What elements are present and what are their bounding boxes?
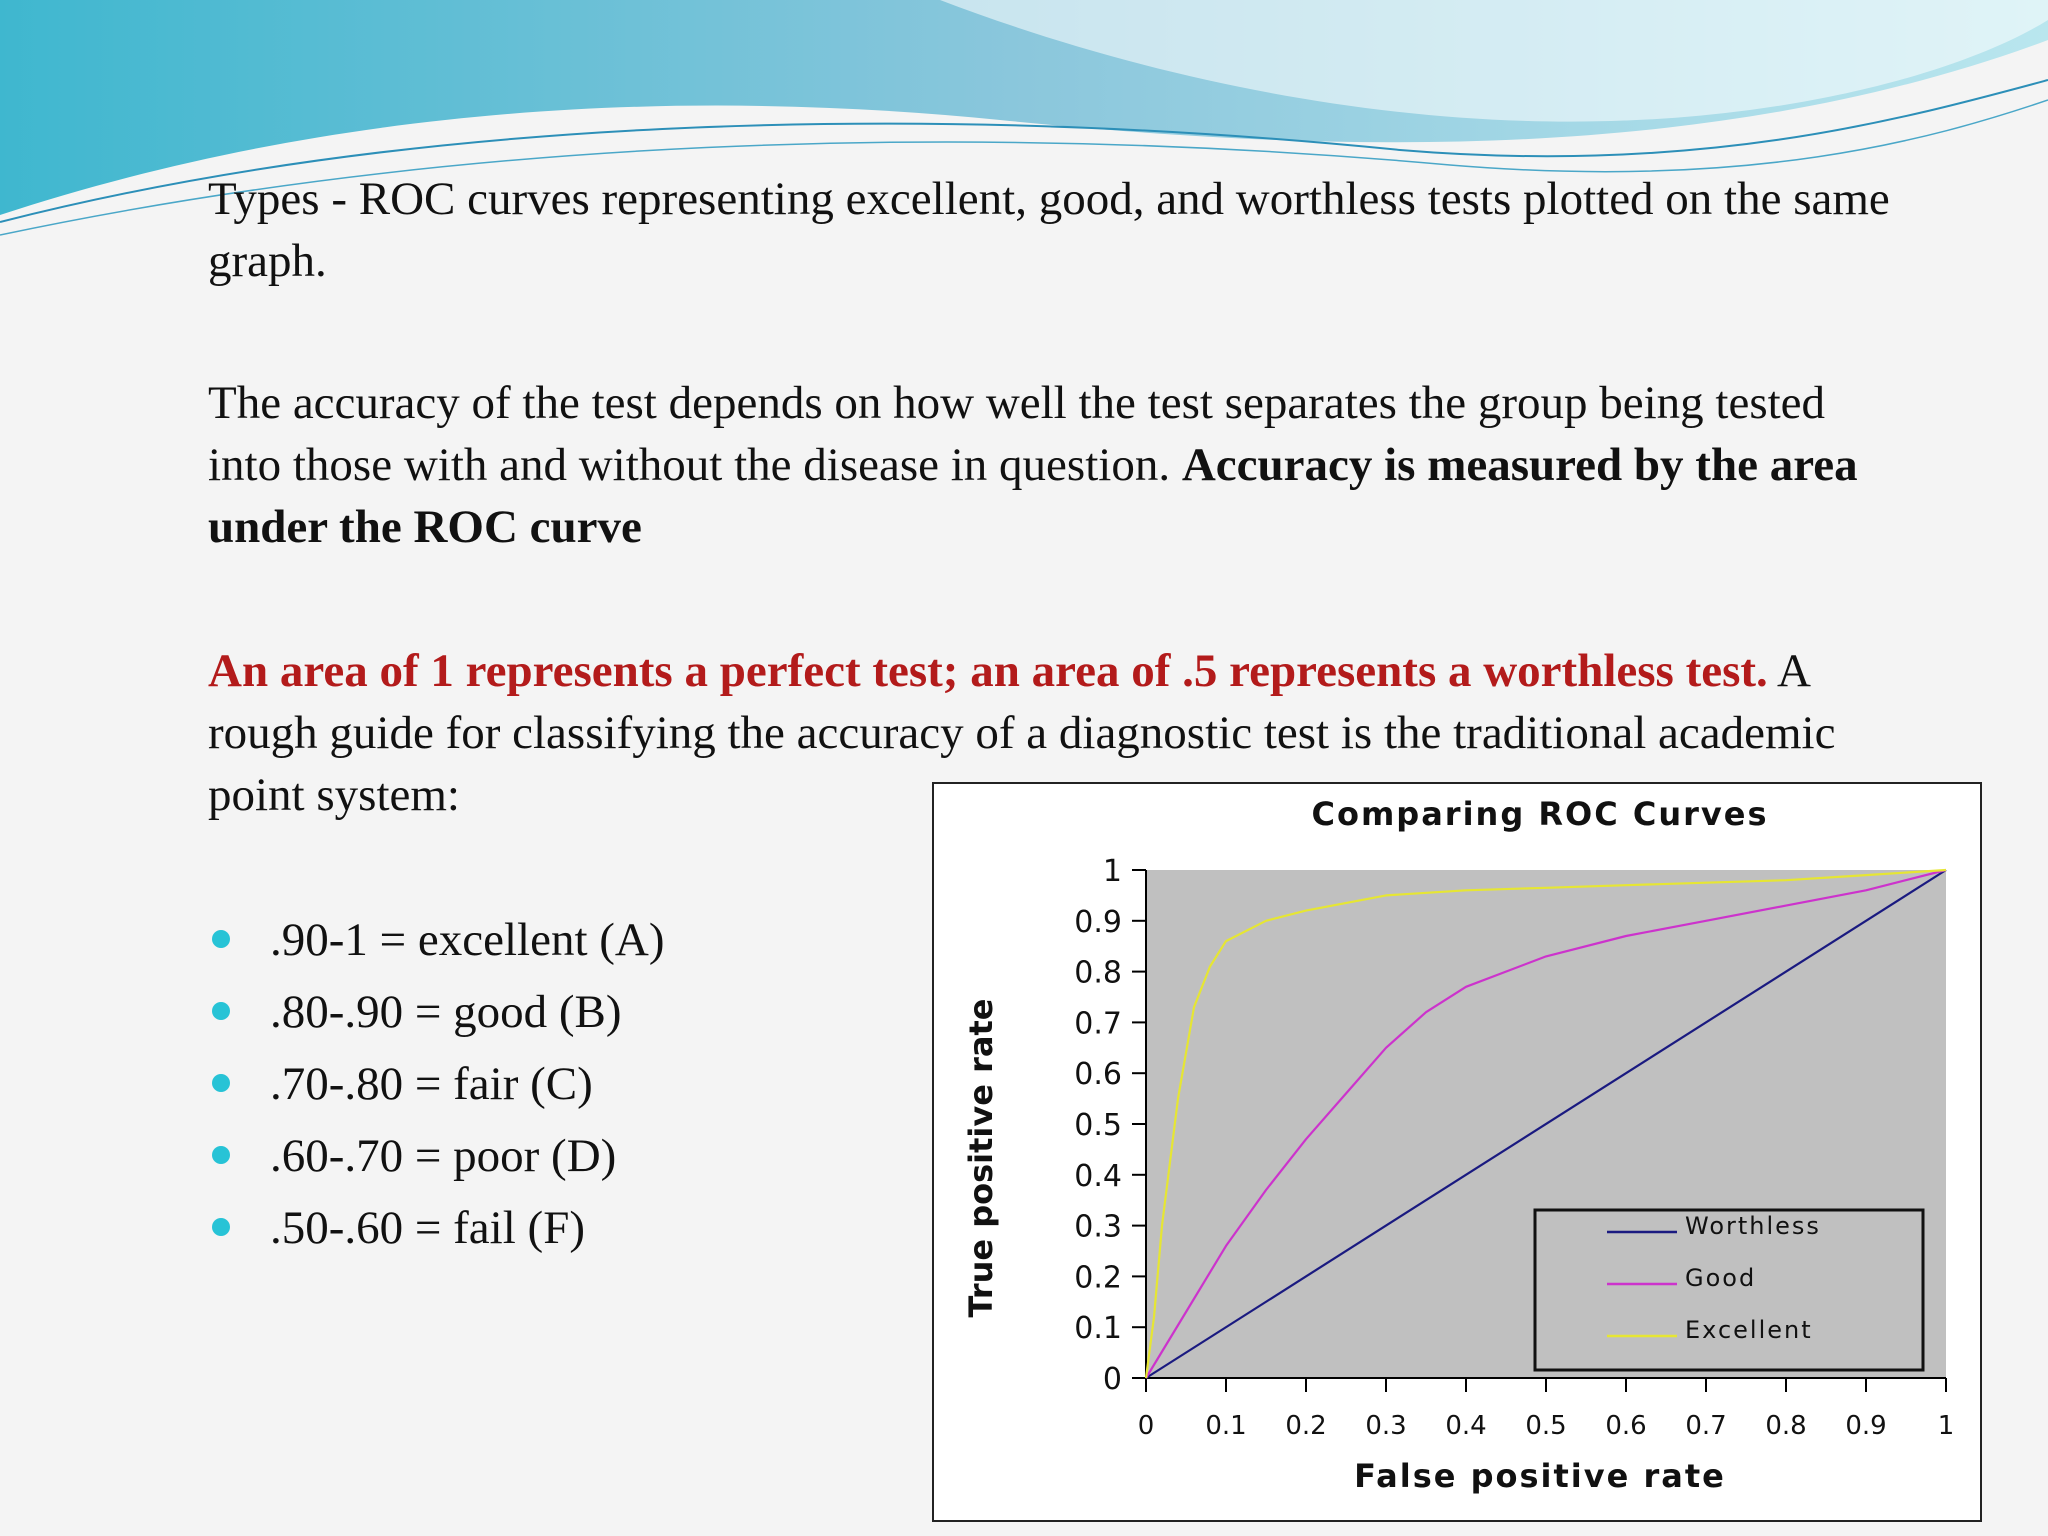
y-tick-label: 0.2 bbox=[1074, 1260, 1122, 1296]
list-item: .70-.80 = fair (C) bbox=[208, 1048, 665, 1120]
bullet-icon bbox=[212, 1002, 230, 1020]
area-emphasis: An area of 1 represents a perfect test; an area of .5 represents a worthless test. bbox=[208, 645, 1768, 697]
y-tick-label: 0.8 bbox=[1074, 955, 1122, 991]
y-tick-label: 0.9 bbox=[1074, 904, 1122, 940]
legend-label-excellent: Excellent bbox=[1685, 1316, 1813, 1344]
y-axis-label: True positive rate bbox=[962, 998, 1000, 1318]
y-tick-label: 1 bbox=[1102, 854, 1122, 889]
area-paragraph: An area of 1 represents a perfect test; an area of .5 represents a worthless test. A rough guide for classifying the accuracy of a diagnostic test is the traditional academic point system: bbox=[208, 645, 1836, 821]
bullet-icon bbox=[212, 1074, 230, 1092]
y-tick-label: 0 bbox=[1102, 1362, 1122, 1397]
bullet-icon bbox=[212, 1146, 230, 1164]
roc-chart bbox=[932, 782, 1982, 1522]
y-tick-label: 0.7 bbox=[1074, 1006, 1122, 1042]
bullet-icon bbox=[212, 1218, 230, 1236]
accuracy-emphasis: Accuracy is measured by the area under the ROC curve bbox=[208, 439, 1858, 553]
y-tick-label: 0.5 bbox=[1074, 1108, 1122, 1143]
list-item: .90-1 = excellent (A) bbox=[208, 904, 665, 976]
chart-title: Comparing ROC Curves bbox=[1311, 795, 1769, 833]
intro-paragraph: Types - ROC curves representing excellent, good, and worthless tests plotted on the same graph. bbox=[208, 173, 1890, 287]
legend-label-good: Good bbox=[1685, 1264, 1757, 1292]
x-tick-label: 0.6 bbox=[1605, 1411, 1647, 1441]
list-item: .50-.60 = fail (F) bbox=[208, 1192, 665, 1264]
list-item: .60-.70 = poor (D) bbox=[208, 1120, 665, 1192]
x-tick-label: 0.1 bbox=[1205, 1411, 1247, 1441]
x-tick-label: 0.2 bbox=[1285, 1411, 1327, 1441]
legend bbox=[1535, 1210, 1923, 1370]
list-item: .80-.90 = good (B) bbox=[208, 976, 665, 1048]
grade-list bbox=[208, 904, 665, 1264]
y-tick-label: 0.3 bbox=[1074, 1209, 1122, 1245]
x-tick-label: 0.5 bbox=[1525, 1411, 1567, 1441]
x-tick-label: 0.8 bbox=[1765, 1411, 1807, 1441]
x-tick-label: 0.7 bbox=[1685, 1411, 1727, 1441]
x-tick-label: 0 bbox=[1137, 1411, 1155, 1441]
x-axis-label: False positive rate bbox=[1354, 1457, 1726, 1495]
legend-label-worthless: Worthless bbox=[1685, 1212, 1821, 1240]
accuracy-paragraph: The accuracy of the test depends on how well the test separates the group being tested into those with and without the disease in question. Accuracy is measured by the area under the ROC curve bbox=[208, 377, 1858, 553]
x-tick-label: 0.9 bbox=[1845, 1411, 1887, 1441]
y-tick-label: 0.4 bbox=[1074, 1158, 1122, 1194]
x-tick-label: 0.4 bbox=[1445, 1411, 1487, 1441]
y-tick-label: 0.6 bbox=[1074, 1057, 1122, 1093]
x-tick-label: 0.3 bbox=[1365, 1411, 1407, 1441]
x-tick-label: 1 bbox=[1937, 1411, 1955, 1441]
bullet-icon bbox=[212, 930, 230, 948]
y-tick-label: 0.1 bbox=[1074, 1311, 1122, 1347]
